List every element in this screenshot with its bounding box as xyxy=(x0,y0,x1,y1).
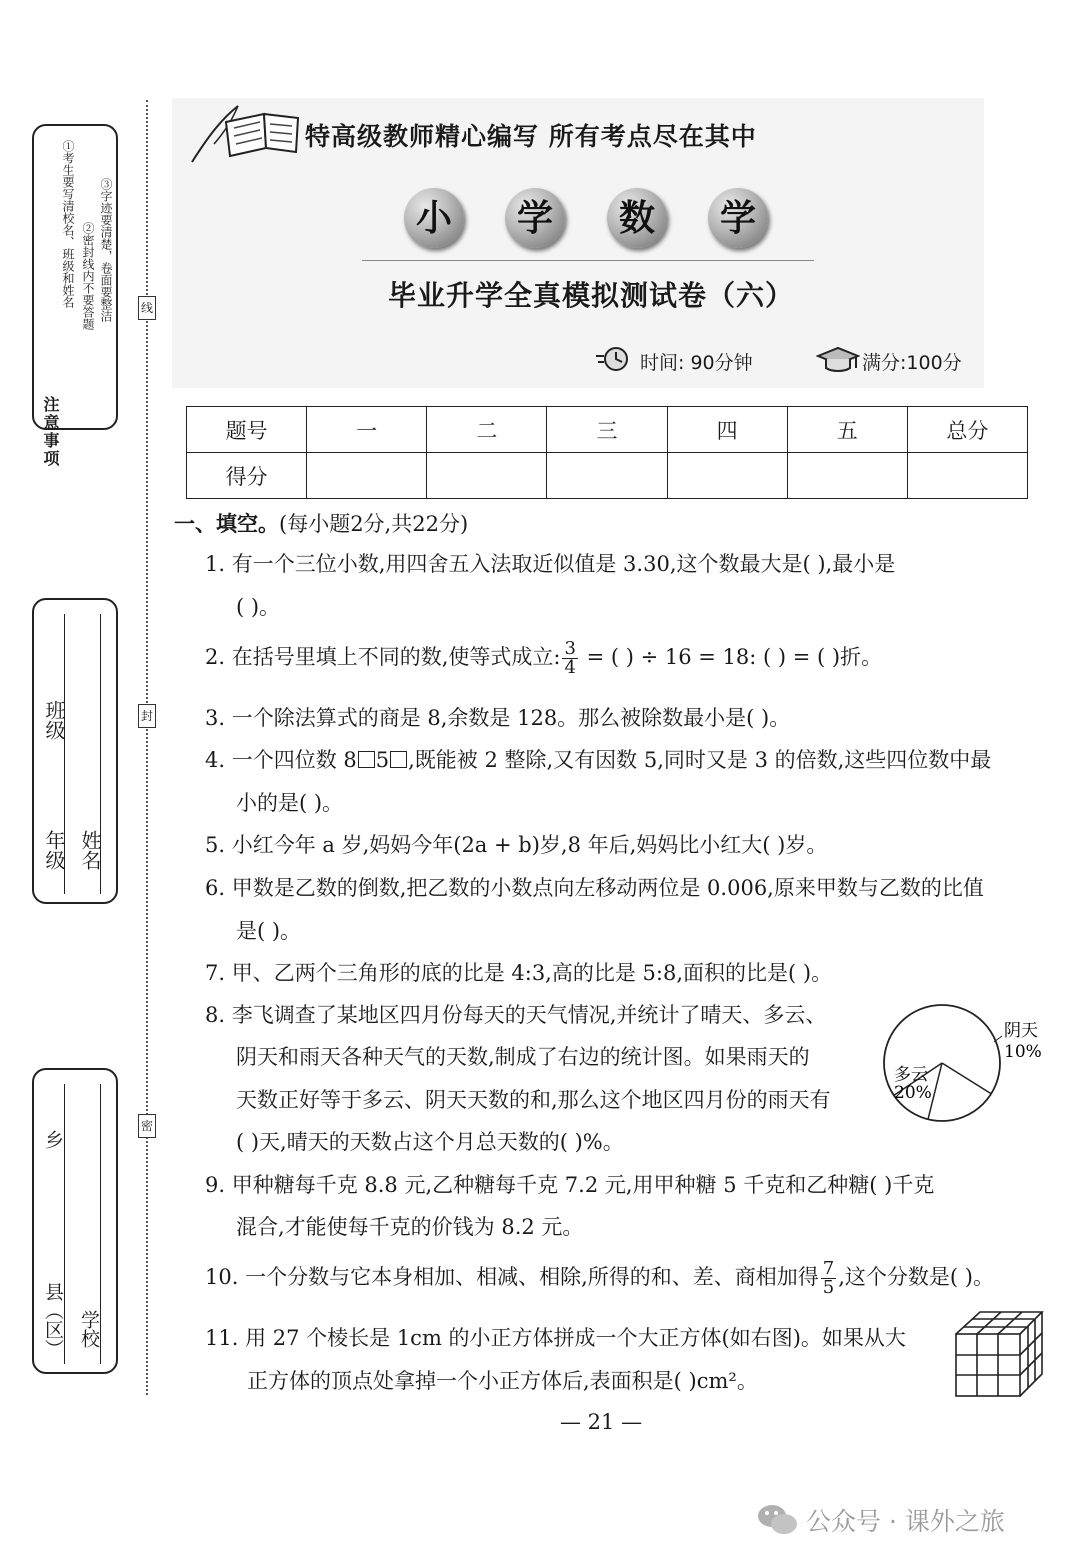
question-4-digit: 5 xyxy=(375,748,390,772)
page-number: — 21 — xyxy=(560,1410,643,1434)
name-field[interactable] xyxy=(78,620,98,820)
question-2-prefix: 2. 在括号里填上不同的数,使等式成立: xyxy=(205,645,561,669)
question-1-line-1: 1. 有一个三位小数,用四舍五入法取近似值是 3.30,这个数最大是( ),最小是 xyxy=(205,552,896,576)
school-info-box xyxy=(32,1068,118,1374)
watermark: 公众号 · 课外之旅 xyxy=(806,1507,1005,1536)
question-6-line-2: 是( )。 xyxy=(236,919,302,943)
notice-item-3: ③字迹要清楚，卷面要整洁 xyxy=(99,178,113,322)
exam-time: 时间: 90分钟 xyxy=(640,352,753,374)
score-input-cell[interactable] xyxy=(307,453,427,499)
slogan: 特高级教师精心编写 所有考点尽在其中 xyxy=(305,122,757,151)
table-cell: 三 xyxy=(547,407,667,453)
full-score: 满分:100分 xyxy=(862,352,962,374)
question-7: 7. 甲、乙两个三角形的底的比是 4:3,高的比是 5:8,面积的比是( )。 xyxy=(205,961,833,985)
question-6-line-1: 6. 甲数是乙数的倒数,把乙数的小数点向左移动两位是 0.006,原来甲数与乙数的比值 xyxy=(205,876,984,900)
cube-3x3x3-figure xyxy=(950,1308,1046,1400)
section-note: (每小题2分,共22分) xyxy=(279,512,469,536)
table-cell: 五 xyxy=(787,407,907,453)
blank-box[interactable] xyxy=(390,751,407,768)
score-input-cell[interactable] xyxy=(427,453,547,499)
exam-title: 毕业升学全真模拟测试卷（六） xyxy=(388,279,795,312)
section-heading xyxy=(174,508,468,538)
notice-item-2: ②密封线内不要答题 xyxy=(81,222,95,330)
question-8-line-4: ( )天,晴天的天数占这个月总天数的( )%。 xyxy=(236,1130,624,1154)
fraction-3-4 xyxy=(562,640,577,677)
weather-pie-chart xyxy=(876,1000,1046,1130)
question-1-line-2: ( )。 xyxy=(236,595,281,619)
class-label: 班级 xyxy=(42,700,66,740)
score-input-cell[interactable] xyxy=(907,453,1027,499)
fraction-7-5 xyxy=(821,1260,836,1297)
notice-box xyxy=(32,124,118,468)
question-11-line-2: 正方体的顶点处拿掉一个小正方体后,表面积是( )cm²。 xyxy=(247,1369,758,1393)
township-label: 乡 xyxy=(42,1130,64,1149)
subject-char-1: 小 xyxy=(404,188,464,248)
question-10-suffix: ,这个分数是( )。 xyxy=(838,1265,994,1289)
question-8-line-3: 天数正好等于多云、阴天天数的和,那么这个地区四月份的雨天有 xyxy=(236,1088,831,1112)
score-input-cell[interactable] xyxy=(787,453,907,499)
grade-label: 年级 xyxy=(42,830,66,870)
score-table-score-row xyxy=(187,453,1028,499)
pie-label-overcast: 阴天 xyxy=(1004,1021,1038,1041)
question-2-suffix: = ( ) ÷ 16 = 18: ( ) = ( )折。 xyxy=(579,645,883,669)
pie-percent-overcast: 10% xyxy=(1004,1042,1042,1062)
question-4-suffix: ,既能被 2 整除,又有因数 5,同时又是 3 的倍数,这些四位数中最 xyxy=(408,748,992,772)
seal-line xyxy=(146,100,148,1395)
wechat-icon xyxy=(756,1502,800,1538)
pie-label-cloudy: 多云 xyxy=(894,1065,928,1085)
question-2 xyxy=(205,640,882,677)
book-quill-icon xyxy=(186,100,306,166)
subject-char-4: 学 xyxy=(708,188,768,248)
question-5: 5. 小红今年 a 岁,妈妈今年(2a + b)岁,8 年后,妈妈比小红大( )岁。 xyxy=(205,833,828,857)
score-input-cell[interactable] xyxy=(547,453,667,499)
table-cell: 二 xyxy=(427,407,547,453)
fraction-numerator: 7 xyxy=(822,1258,835,1279)
fraction-denominator: 4 xyxy=(564,657,576,678)
grade-field[interactable] xyxy=(42,750,62,820)
score-input-cell[interactable] xyxy=(667,453,787,499)
seal-mark-line: 线 xyxy=(138,296,156,320)
table-cell: 一 xyxy=(307,407,427,453)
notice-title: 注意事项 xyxy=(41,396,60,468)
score-table xyxy=(186,406,1028,499)
question-4-prefix: 4. 一个四位数 8 xyxy=(205,748,357,772)
blank-box[interactable] xyxy=(358,751,375,768)
notice-item-1: ①考生要写清校名、班级和姓名 xyxy=(61,140,75,308)
question-10 xyxy=(205,1260,994,1297)
question-11-line-1: 11. 用 27 个棱长是 1cm 的小正方体拼成一个大正方体(如右图)。如果从大 xyxy=(205,1326,906,1350)
graduation-cap-icon xyxy=(816,344,860,374)
question-4-line-2: 小的是( )。 xyxy=(236,791,344,815)
table-cell: 四 xyxy=(667,407,787,453)
school-label: 学校 xyxy=(78,1310,100,1348)
table-cell: 总分 xyxy=(907,407,1027,453)
table-cell: 题号 xyxy=(187,407,307,453)
school-field[interactable] xyxy=(78,1090,98,1300)
question-9-line-1: 9. 甲种糖每千克 8.8 元,乙种糖每千克 7.2 元,用甲种糖 5 千克和乙种糖( )千克 xyxy=(205,1173,935,1197)
clock-icon xyxy=(594,344,634,374)
table-cell: 得分 xyxy=(187,453,307,499)
question-8-line-1: 8. 李飞调查了某地区四月份每天的天气情况,并统计了晴天、多云、 xyxy=(205,1003,827,1027)
question-10-prefix: 10. 一个分数与它本身相加、相减、相除,所得的和、差、商相加得 xyxy=(205,1265,819,1289)
score-table-header-row xyxy=(187,407,1028,453)
seal-mark-seal: 封 xyxy=(138,704,156,728)
title-divider xyxy=(362,260,814,261)
question-9-line-2: 混合,才能使每千克的价钱为 8.2 元。 xyxy=(236,1215,584,1239)
class-info-box xyxy=(32,598,118,904)
name-label: 姓名 xyxy=(78,830,102,870)
section-title: 一、填空。 xyxy=(174,512,279,536)
fraction-denominator: 5 xyxy=(822,1277,835,1298)
county-label: 县（区） xyxy=(42,1282,64,1358)
question-4-line-1 xyxy=(205,745,991,777)
seal-mark-secret: 密 xyxy=(138,1114,156,1138)
question-3: 3. 一个除法算式的商是 8,余数是 128。那么被除数最小是( )。 xyxy=(205,706,791,730)
fraction-numerator: 3 xyxy=(564,638,576,659)
pie-percent-cloudy: 20% xyxy=(894,1083,932,1103)
subject-char-3: 数 xyxy=(607,188,667,248)
question-8-line-2: 阴天和雨天各种天气的天数,制成了右边的统计图。如果雨天的 xyxy=(236,1045,810,1069)
subject-char-2: 学 xyxy=(505,188,565,248)
